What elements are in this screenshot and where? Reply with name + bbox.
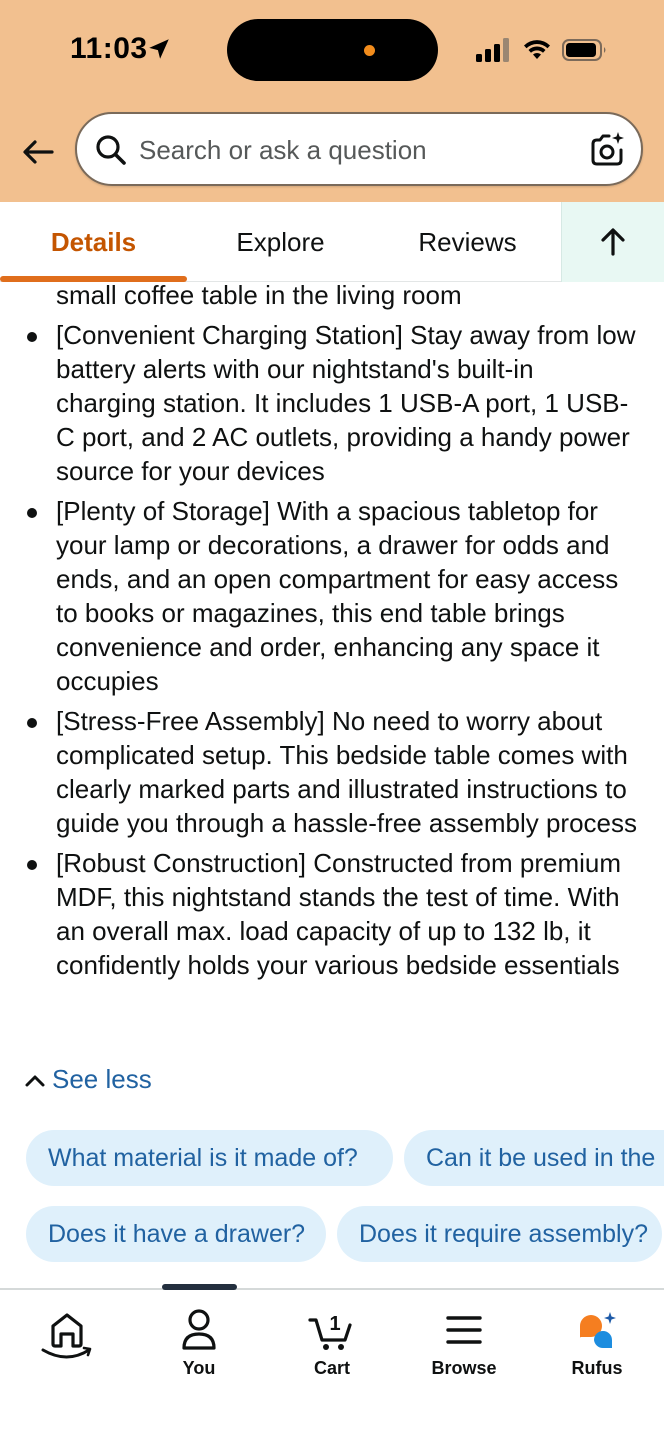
cart-icon [307,1308,357,1352]
search-bar[interactable] [75,112,643,186]
tab-explore-label: Explore [236,226,325,257]
nav-browse[interactable] [409,1308,519,1398]
battery-icon [562,38,608,62]
tab-reviews-label: Reviews [418,226,517,257]
back-arrow-icon[interactable] [18,132,58,172]
cellular-signal-icon [476,38,510,62]
status-time: 11:03 [70,32,148,65]
nav-cart-label: Cart [313,1358,350,1378]
status-bar [0,0,664,100]
chevron-up-icon [24,1072,46,1088]
question-chip[interactable]: Does it require assembly? [337,1206,662,1262]
menu-icon [444,1308,484,1352]
home-icon [39,1308,95,1360]
nav-cart[interactable] [277,1308,387,1398]
dynamic-island [227,19,438,81]
nav-you[interactable] [144,1308,254,1398]
question-chip[interactable]: Can it be used in the [404,1130,664,1186]
location-arrow-icon [146,36,172,62]
nav-browse-label: Browse [431,1358,497,1378]
tab-details[interactable] [0,202,187,282]
nav-rufus-label: Rufus [571,1358,623,1378]
search-icon [93,132,129,168]
bottom-navigation [0,1288,664,1440]
product-details-content [0,282,664,1288]
feature-bullet-list [0,318,664,988]
feature-bullet: [Robust Construction] Constructed from premium MDF, this nightstand stands the test of time. With an overall max. load capacity of up to 132 lb, it confidently holds your various bedside essentials [0,846,664,982]
scroll-to-top-button[interactable] [561,202,664,282]
person-icon [179,1308,219,1352]
nav-rufus[interactable] [542,1308,652,1398]
cart-badge: 1 [329,1313,341,1335]
tab-bar [0,202,664,282]
tab-reviews[interactable] [374,202,561,282]
tab-explore[interactable] [187,202,374,282]
header [0,0,664,202]
arrow-up-icon [598,226,628,258]
privacy-indicator-dot [364,45,375,56]
nav-you-label: You [182,1358,216,1378]
bullet-continuation-text: small coffee table in the living room [56,282,462,310]
feature-bullet: [Stress-Free Assembly] No need to worry about complicated setup. This bedside table comes with clearly marked parts and illustrated instructions to guide you through a hassle-free assembly process [0,704,664,840]
feature-bullet: [Plenty of Storage] With a spacious tabletop for your lamp or decorations, a drawer for odds and ends, and an open compartment for easy access to books or magazines, this end table brings convenience and order, enhancing any space it occupies [0,494,664,698]
active-nav-indicator [162,1284,237,1290]
rufus-icon [572,1308,622,1352]
see-less-label: See less [52,1064,152,1094]
nav-home[interactable] [12,1308,122,1398]
see-less-link[interactable] [24,1064,152,1095]
feature-bullet: [Convenient Charging Station] Stay away from low battery alerts with our nightstand's built-in charging station. It includes 1 USB-A port, 1 USB-C port, and 2 AC outlets, providing a handy power source for your devices [0,318,664,488]
question-chip[interactable]: Does it have a drawer? [26,1206,326,1262]
tab-details-label: Details [50,226,137,257]
camera-lens-icon[interactable] [587,130,627,170]
search-input[interactable] [139,126,569,174]
wifi-icon [522,36,552,62]
question-chip[interactable]: What material is it made of? [26,1130,393,1186]
